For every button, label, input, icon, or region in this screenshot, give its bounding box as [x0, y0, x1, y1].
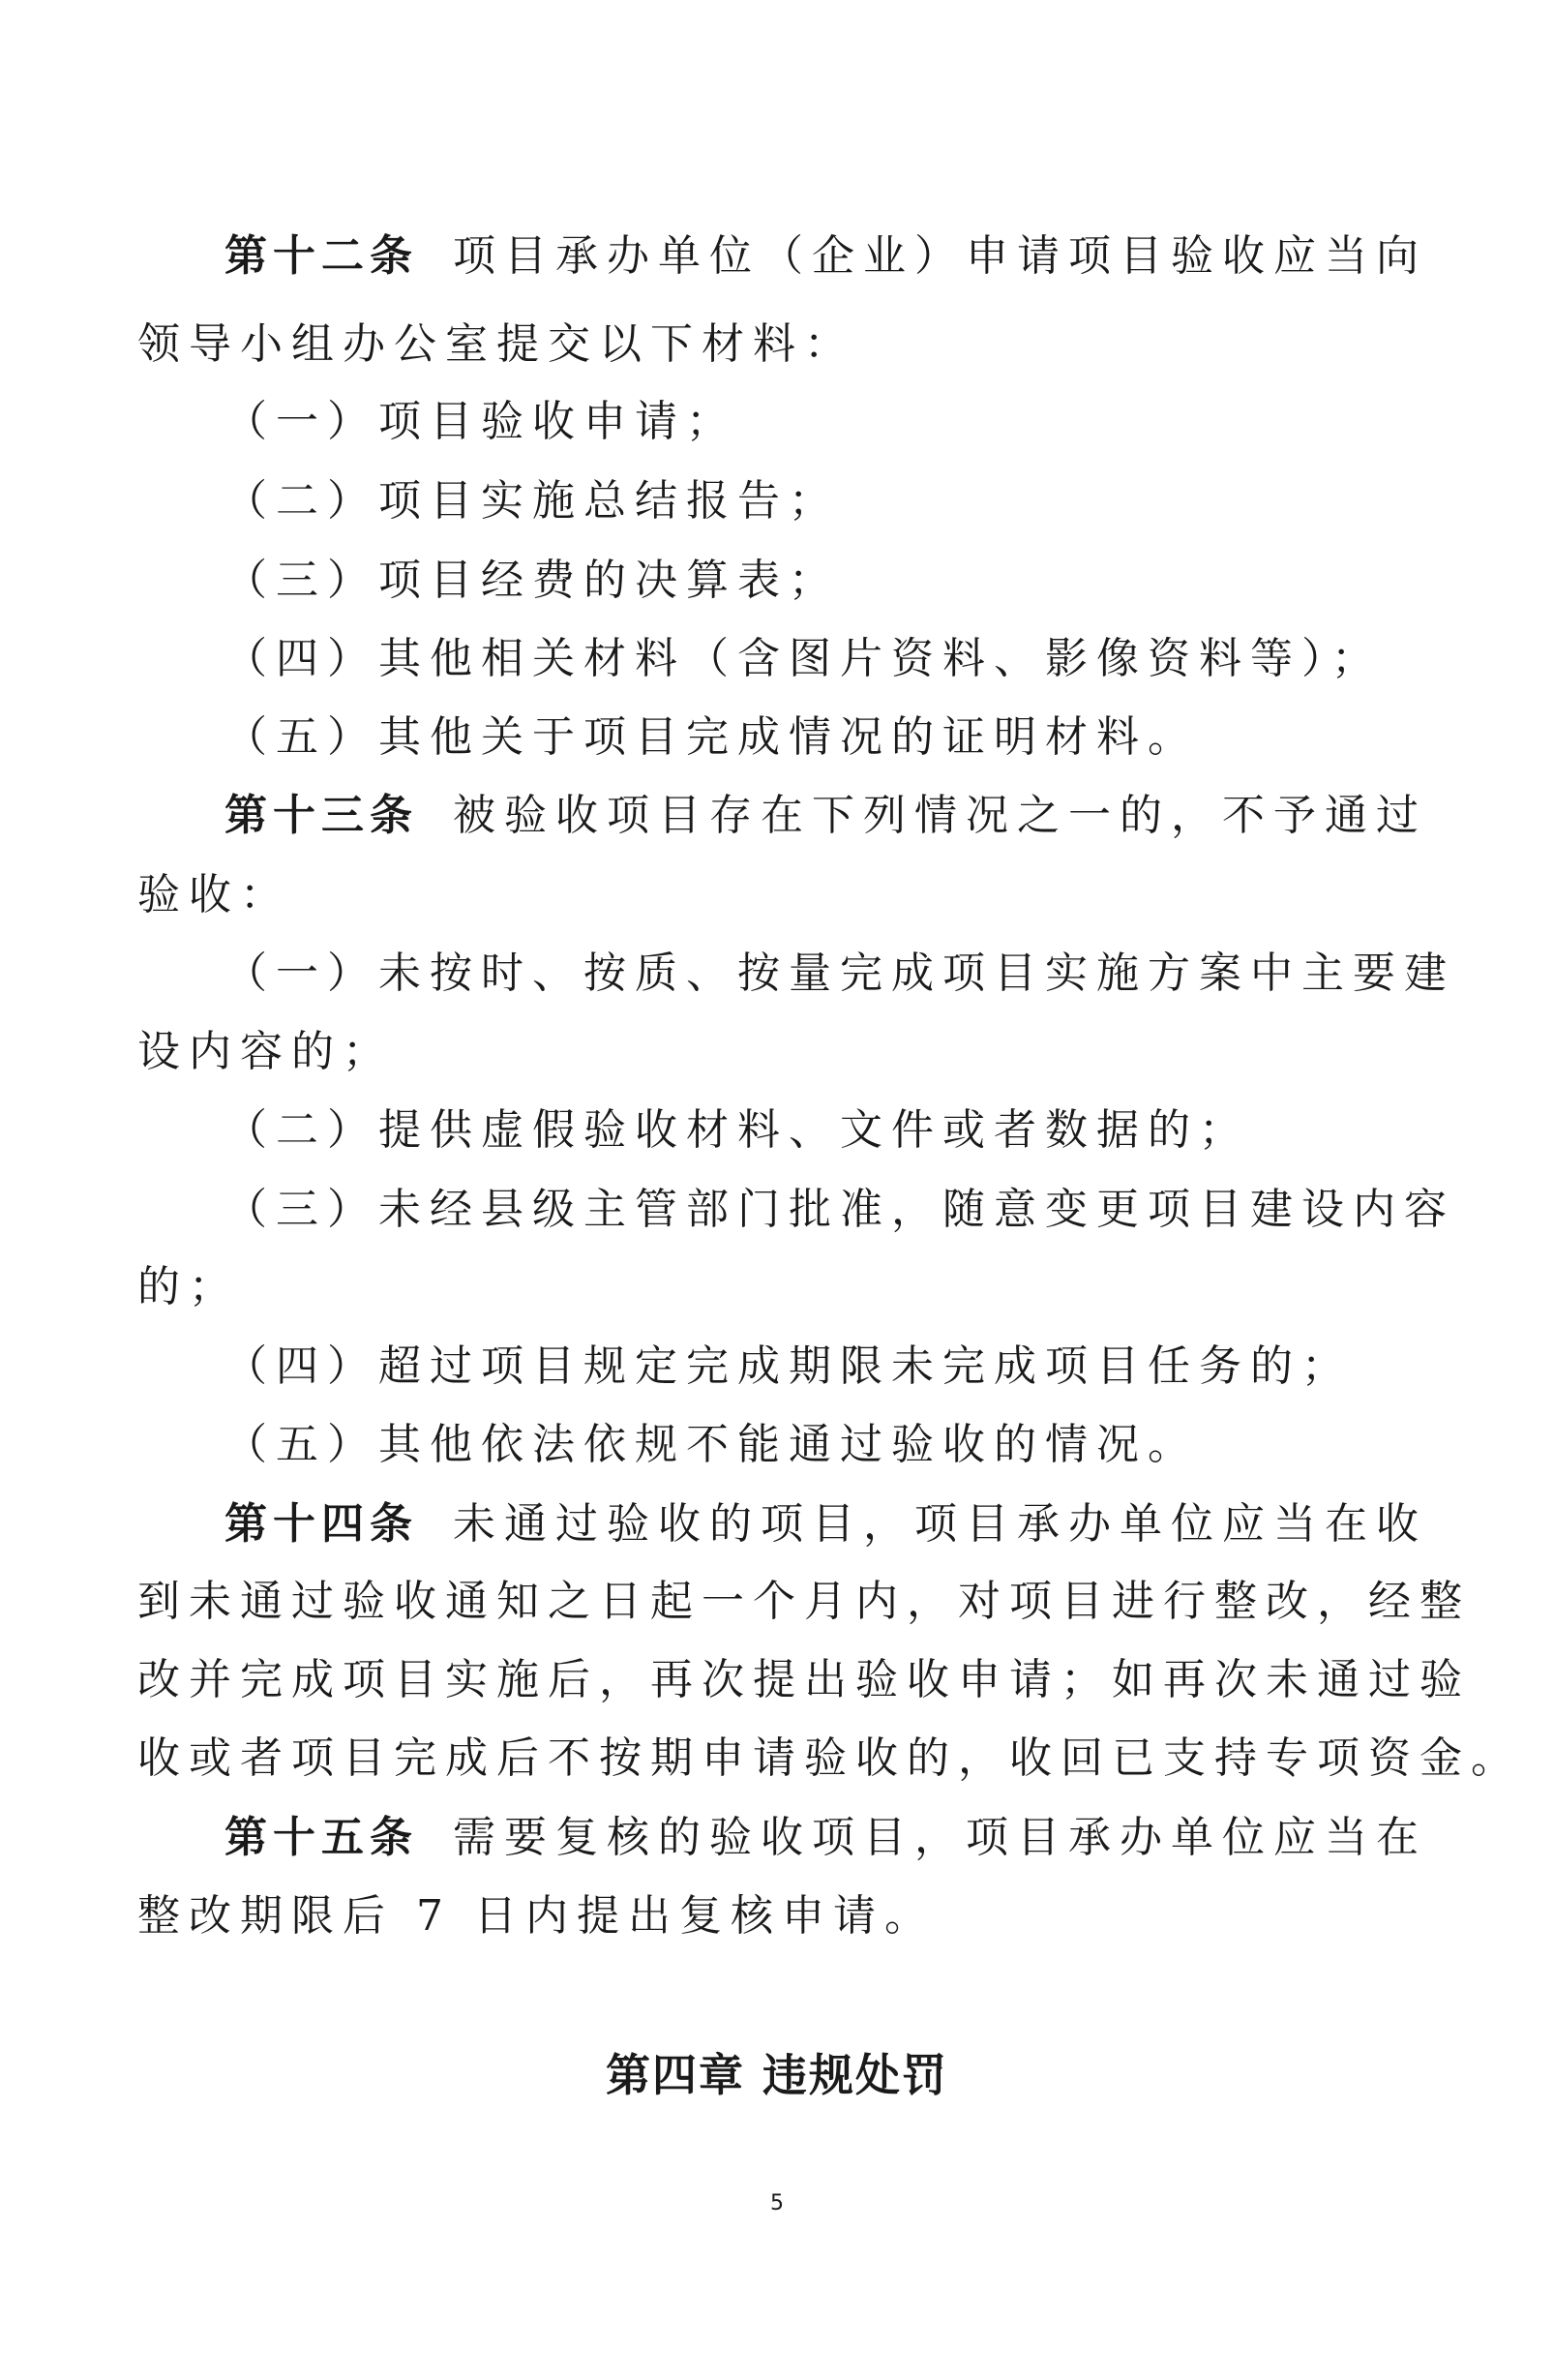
article-12-item-4: （四）其他相关材料（含图片资料、影像资料等）； — [224, 634, 1383, 683]
article-13-item-4: （四）超过项目规定完成期限未完成项目任务的； — [224, 1341, 1353, 1391]
article-12-item-5: （五）其他关于项目完成情况的证明材料。 — [224, 712, 1199, 762]
article-13-item-2: （二）提供虚假验收材料、文件或者数据的； — [224, 1105, 1250, 1155]
page-number: 5 — [770, 2191, 784, 2215]
chapter-title: 第四章 违规处罚 — [605, 2049, 948, 2101]
article-13-item-1-line-1: （一）未按时、按质、按量完成项目实施方案中主要建 — [224, 949, 1455, 998]
article-14-first-line — [224, 1495, 1427, 1553]
article-14-heading: 第十四条 — [224, 1499, 418, 1549]
article-13-item-3-line-1: （三）未经县级主管部门批准，随意变更项目建设内容 — [224, 1185, 1455, 1234]
article-15-first-line — [224, 1809, 1427, 1867]
article-14-line-4: 收或者项目完成后不按期申请验收的，收回已支持专项资金。 — [137, 1733, 1522, 1783]
article-13-line-2: 验收： — [137, 870, 291, 919]
article-12-text: 项目承办单位（企业）申请项目验收应当向 — [453, 231, 1427, 281]
article-15-heading: 第十五条 — [224, 1813, 418, 1862]
article-14-line-3: 改并完成项目实施后，再次提出验收申请；如再次未通过验 — [137, 1655, 1471, 1704]
article-15-line-2: 整改期限后 7 日内提出复核申请。 — [137, 1891, 936, 1941]
article-13-item-3-line-2: 的； — [137, 1262, 240, 1311]
article-12-item-2: （二）项目实施总结报告； — [224, 476, 840, 526]
article-12-first-line — [224, 227, 1427, 286]
article-12-item-1: （一）项目验收申请； — [224, 397, 737, 446]
article-15-text: 需要复核的验收项目，项目承办单位应当在 — [453, 1813, 1427, 1862]
article-12-heading: 第十二条 — [224, 231, 418, 281]
article-12-line-2: 领导小组办公室提交以下材料： — [137, 319, 855, 369]
article-14-text: 未通过验收的项目，项目承办单位应当在收 — [453, 1499, 1427, 1549]
article-14-line-2: 到未通过验收通知之日起一个月内，对项目进行整改，经整 — [137, 1577, 1471, 1626]
article-13-first-line — [224, 787, 1427, 845]
article-13-item-5: （五）其他依法依规不能通过验收的情况。 — [224, 1420, 1199, 1469]
article-13-item-1-line-2: 设内容的； — [137, 1027, 394, 1076]
article-13-heading: 第十三条 — [224, 791, 418, 840]
article-13-text: 被验收项目存在下列情况之一的，不予通过 — [453, 791, 1427, 840]
article-12-item-3: （三）项目经费的决算表； — [224, 556, 840, 605]
